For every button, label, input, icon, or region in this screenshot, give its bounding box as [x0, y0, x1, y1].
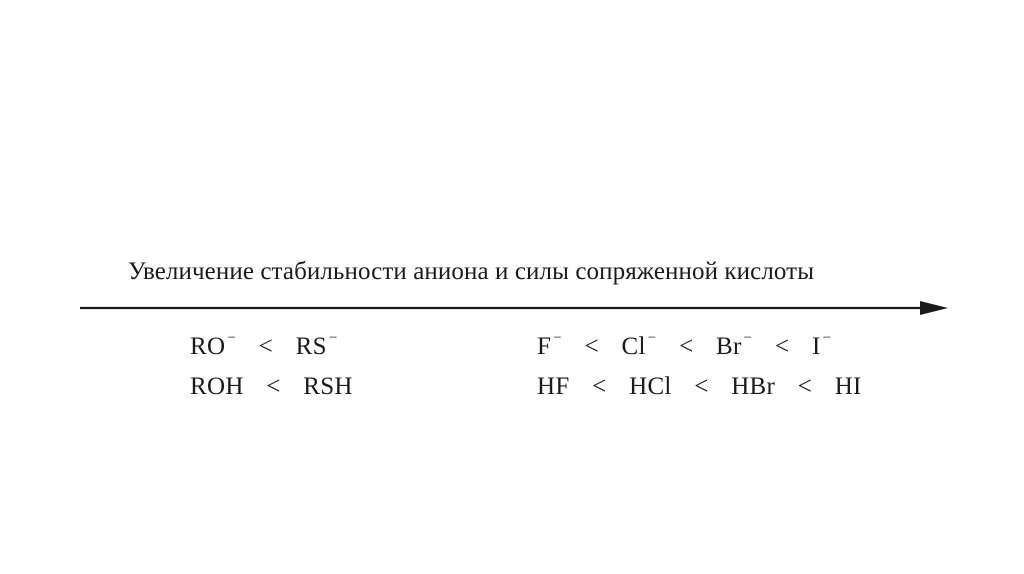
trend-arrow-head — [920, 301, 948, 315]
species-hf: HF — [537, 373, 570, 400]
chalcogen-acid-series — [190, 373, 353, 401]
species-cl-anion: Cl − — [621, 330, 657, 360]
less-than-sign: < — [774, 333, 790, 360]
species-hi: HI — [834, 373, 862, 400]
species-ro-anion: RO − — [190, 330, 237, 360]
less-than-sign: < — [258, 333, 274, 360]
less-than-sign: < — [679, 333, 694, 360]
species-hcl: HCl — [629, 373, 672, 400]
trend-arrow — [80, 298, 950, 318]
species-rsh: RSH — [303, 373, 353, 400]
less-than-sign: < — [584, 333, 599, 360]
species-br-anion: Br − — [716, 330, 753, 360]
less-than-sign: < — [694, 373, 709, 400]
halide-anion-series — [537, 330, 832, 361]
species-f-anion: F − — [537, 330, 562, 360]
less-than-sign: < — [797, 373, 813, 400]
less-than-sign: < — [266, 373, 281, 400]
less-than-sign: < — [592, 373, 607, 400]
species-hbr: HBr — [731, 373, 776, 400]
species-i-anion: I − — [811, 330, 832, 360]
trend-caption: Увеличение стабильности аниона и силы сопряженной кислоты — [128, 258, 815, 285]
species-rs-anion: RS − — [295, 330, 338, 360]
species-roh: ROH — [190, 373, 244, 400]
hydrogen-halide-series — [537, 373, 862, 401]
chalcogen-anion-series — [190, 330, 338, 361]
